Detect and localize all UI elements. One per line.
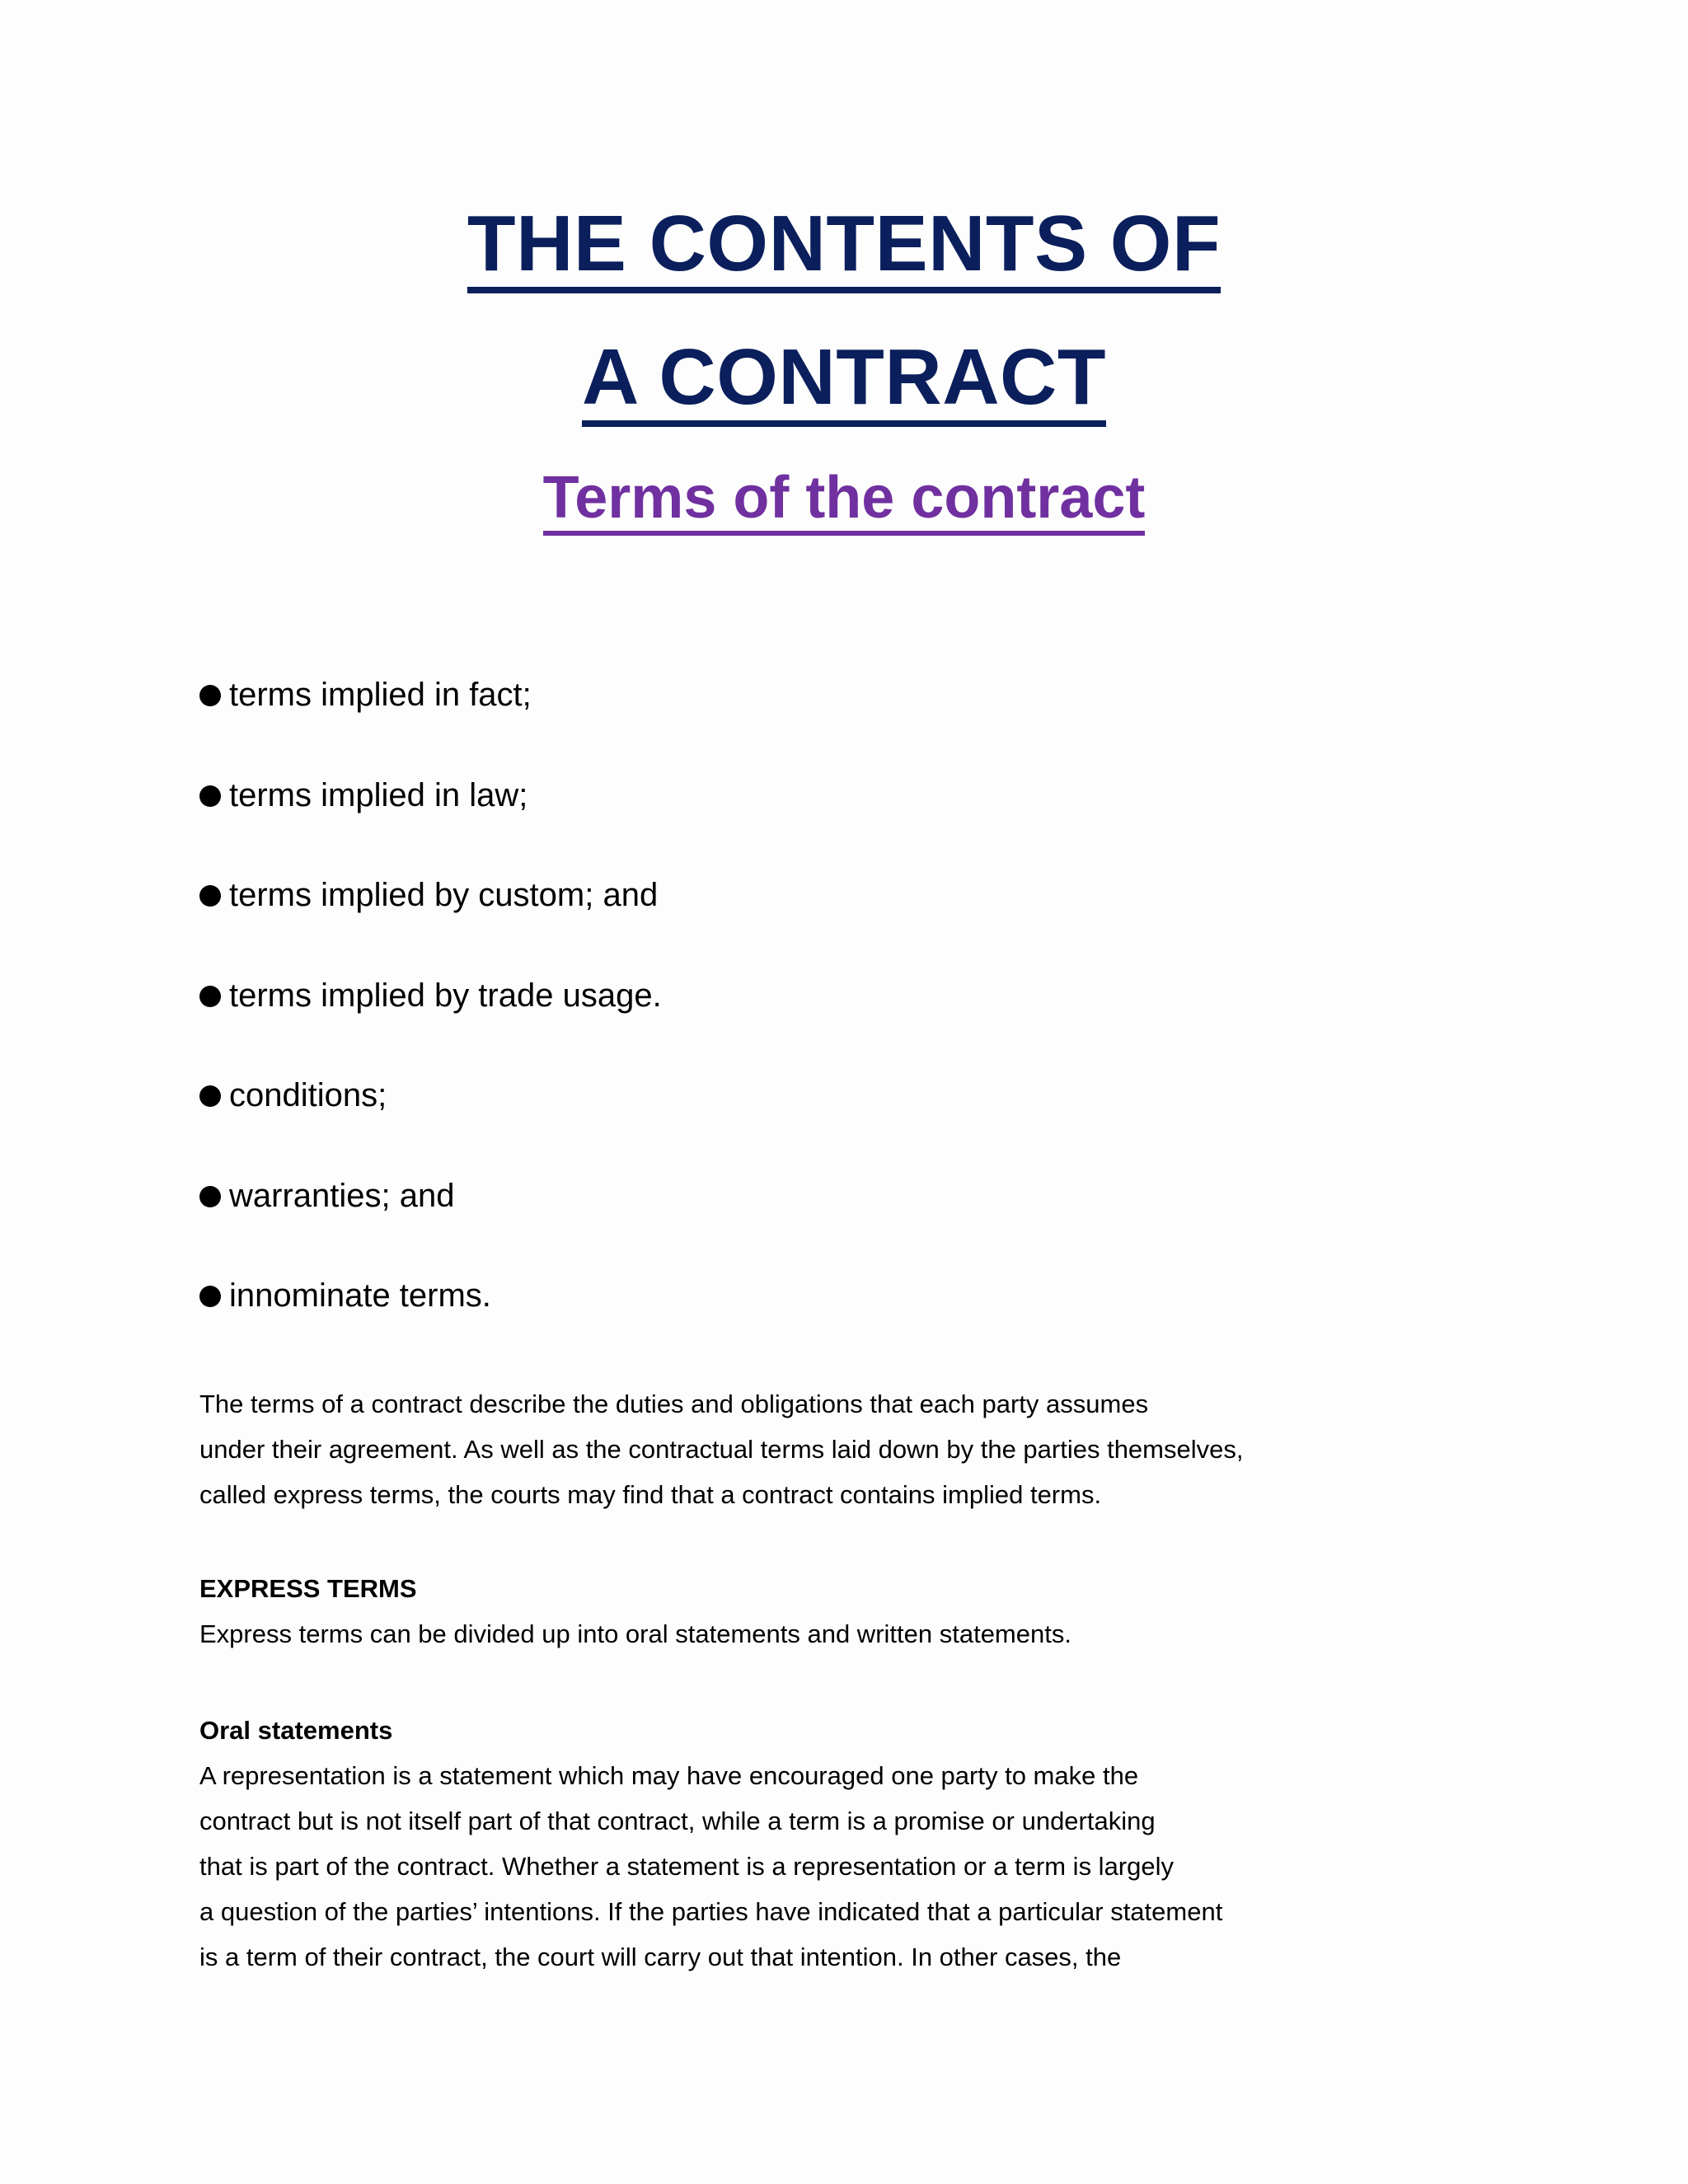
list-item: [199, 1270, 662, 1371]
bullet-icon: [199, 1286, 221, 1307]
bullet-icon: [199, 986, 221, 1007]
paragraph-line: Express terms can be divided up into oral statements and written statements.: [199, 1619, 1071, 1648]
list-item-text: terms implied by custom; and: [229, 877, 659, 913]
paragraph-line: a question of the parties’ intentions. If the parties have indicated that a particular statement: [199, 1897, 1223, 1926]
paragraph-line: under their agreement. As well as the contractual terms laid down by the parties themselves,: [199, 1435, 1244, 1464]
bullet-icon: [199, 1186, 221, 1207]
intro-paragraph: [199, 1381, 1518, 1517]
title-text-2: A CONTRACT: [582, 338, 1106, 427]
bullet-icon: [199, 1085, 221, 1107]
paragraph-line: The terms of a contract describe the duties and obligations that each party assumes: [199, 1390, 1149, 1418]
terms-bullet-list: [199, 669, 662, 1371]
title-text-1: THE CONTENTS OF: [467, 204, 1221, 293]
list-item-text: terms implied by trade usage.: [229, 977, 662, 1014]
bullet-icon: [199, 685, 221, 706]
list-item: [199, 669, 662, 770]
subtitle-text: Terms of the contract: [543, 468, 1146, 536]
paragraph-line: called express terms, the courts may find that a contract contains implied terms.: [199, 1480, 1102, 1509]
express-terms-paragraph: [199, 1611, 1518, 1657]
list-item: [199, 869, 662, 970]
paragraph-line: contract but is not itself part of that contract, while a term is a promise or undertaking: [199, 1807, 1156, 1835]
list-item-text: warranties; and: [229, 1177, 455, 1214]
document-subtitle: [0, 465, 1688, 536]
document-title-line-2: [0, 333, 1688, 427]
list-item: [199, 770, 662, 870]
oral-statements-heading: Oral statements: [199, 1716, 393, 1745]
paragraph-line: that is part of the contract. Whether a statement is a representation or a term is largely: [199, 1852, 1174, 1881]
list-item: [199, 970, 662, 1071]
paragraph-line: is a term of their contract, the court will carry out that intention. In other cases, the: [199, 1943, 1122, 1971]
list-item: [199, 1070, 662, 1170]
list-item-text: terms implied in fact;: [229, 677, 532, 713]
list-item-text: innominate terms.: [229, 1277, 491, 1314]
document-title-line-1: [0, 199, 1688, 293]
list-item-text: conditions;: [229, 1077, 387, 1113]
oral-statements-paragraph: [199, 1753, 1518, 1980]
bullet-icon: [199, 785, 221, 807]
list-item-text: terms implied in law;: [229, 776, 528, 813]
list-item: [199, 1170, 662, 1271]
express-terms-heading: EXPRESS TERMS: [199, 1574, 417, 1603]
bullet-icon: [199, 885, 221, 907]
paragraph-line: A representation is a statement which may have encouraged one party to make the: [199, 1761, 1139, 1790]
